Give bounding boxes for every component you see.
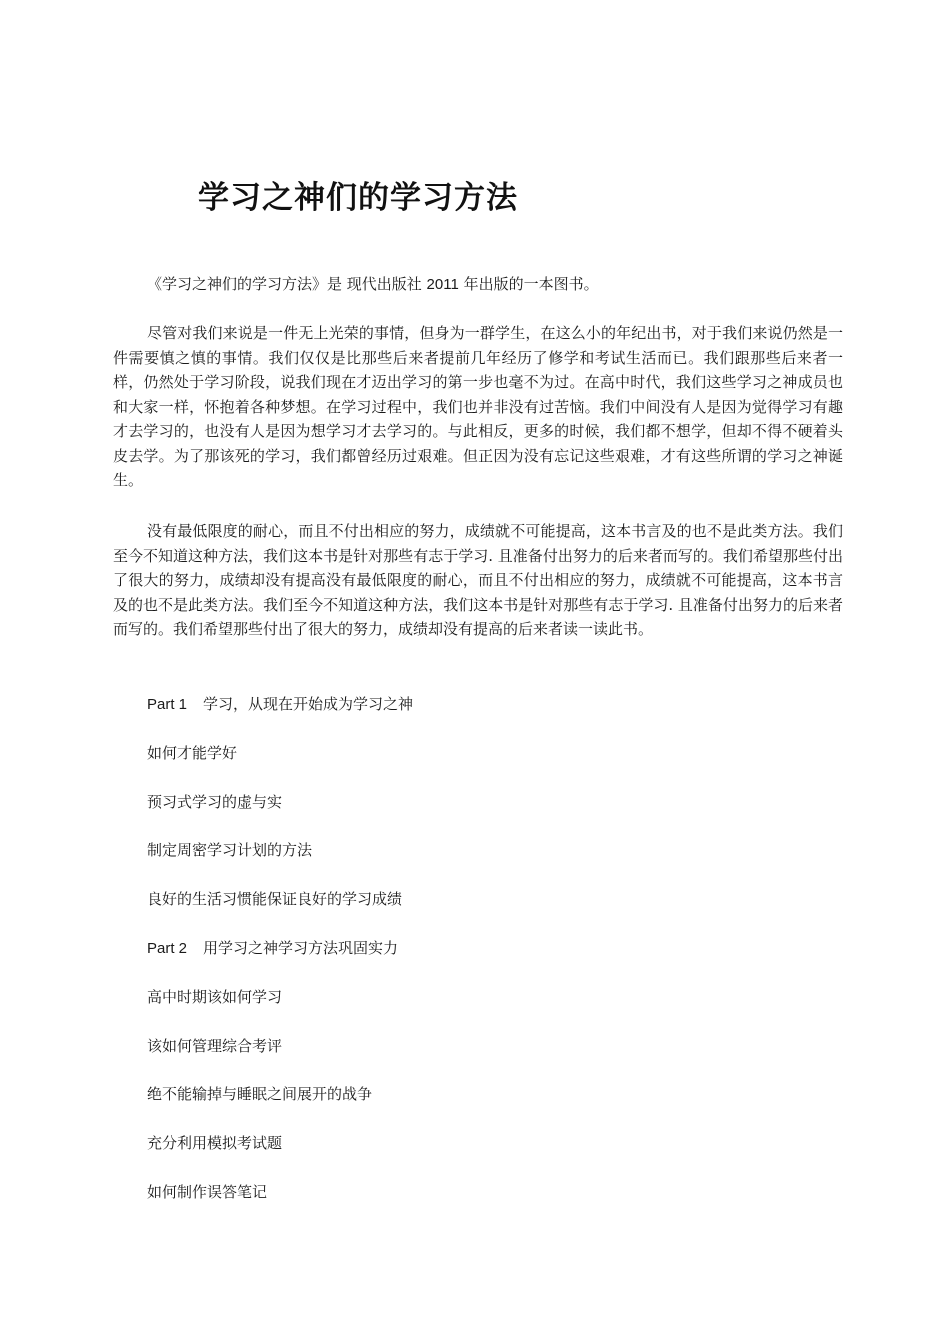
toc-item: [147, 887, 413, 936]
toc-item-text: 绝不能输掉与睡眠之间展开的战争: [147, 1085, 373, 1104]
toc-item: [147, 741, 413, 790]
toc-part-label: Part 2: [147, 939, 188, 957]
table-of-contents: [147, 692, 413, 1229]
toc-item: [147, 838, 413, 887]
intro-year: 2011: [426, 276, 459, 293]
body-paragraph-2: 没有最低限度的耐心，而且不付出相应的努力，成绩就不可能提高，这本书言及的也不是此类方法。我们至今不知道这种方法，我们这本书是针对那些有志于学习. 且准备付出努力的后来者而写的。我们希望那些付出了很大的努力，成绩却没有提高没有最低限度的耐心，而且不付出相应的努力，成绩就不可能提高，这本书言及的也不是此类方法。我们至今不知道这种方法，我们这本书是针对那些有志于学习. 且准备付出努力的后来者而写的。我们希望那些付出了很大的努力，成绩却没有提高的后来者读一读此书。: [113, 522, 843, 638]
toc-item-text: 学习，从现在开始成为学习之神: [203, 695, 414, 713]
toc-item: [147, 1034, 413, 1083]
toc-item: [147, 985, 413, 1034]
toc-item-text: 充分利用模拟考试题: [147, 1134, 283, 1153]
intro-text-before: 《学习之神们的学习方法》是 现代出版社: [147, 275, 427, 293]
toc-item-text: 高中时期该如何学习: [147, 987, 283, 1006]
document-title: 学习之神们的学习方法: [198, 180, 518, 216]
toc-item: [147, 790, 413, 839]
toc-item-text: 预习式学习的虚与实: [147, 792, 283, 811]
intro-text-after: 年出版的一本图书。: [458, 275, 599, 293]
intro-paragraph: [113, 272, 843, 298]
toc-item: [147, 1082, 413, 1131]
toc-item-part2: [147, 936, 413, 985]
toc-item-text: 用学习之神学习方法巩固实力: [203, 938, 399, 957]
toc-item-text: 良好的生活习惯能保证良好的学习成绩: [147, 890, 403, 909]
toc-item-text: 如何才能学好: [147, 743, 238, 762]
body-paragraph-1: 尽管对我们来说是一件无上光荣的事情，但身为一群学生，在这么小的年纪出书，对于我们来说仍然是一件需要慎之慎的事情。我们仅仅是比那些后来者提前几年经历了修学和考试生活而已。我们跟那些后来者一样，仍然处于学习阶段，说我们现在才迈出学习的第一步也毫不为过。在高中时代，我们这些学习之神成员也和大家一样，怀抱着各种梦想。在学习过程中，我们也并非没有过苦恼。我们中间没有人是因为觉得学习有趣才去学习的，也没有人是因为想学习才去学习的。与此相反，更多的时候，我们都不想学，但却不得不硬着头皮去学。为了那该死的学习，我们都曾经历过艰难。但正因为没有忘记这些艰难，才有这些所谓的学习之神诞生。: [113, 324, 843, 489]
toc-item: [147, 1131, 413, 1180]
toc-part-label: Part 1: [147, 696, 188, 713]
toc-item-text: 该如何管理综合考评: [147, 1036, 283, 1055]
toc-item-text: 制定周密学习计划的方法: [147, 841, 313, 860]
toc-item-text: 如何制作误答笔记: [147, 1182, 268, 1201]
toc-item: [147, 1180, 413, 1229]
toc-item-part1: [147, 692, 413, 741]
